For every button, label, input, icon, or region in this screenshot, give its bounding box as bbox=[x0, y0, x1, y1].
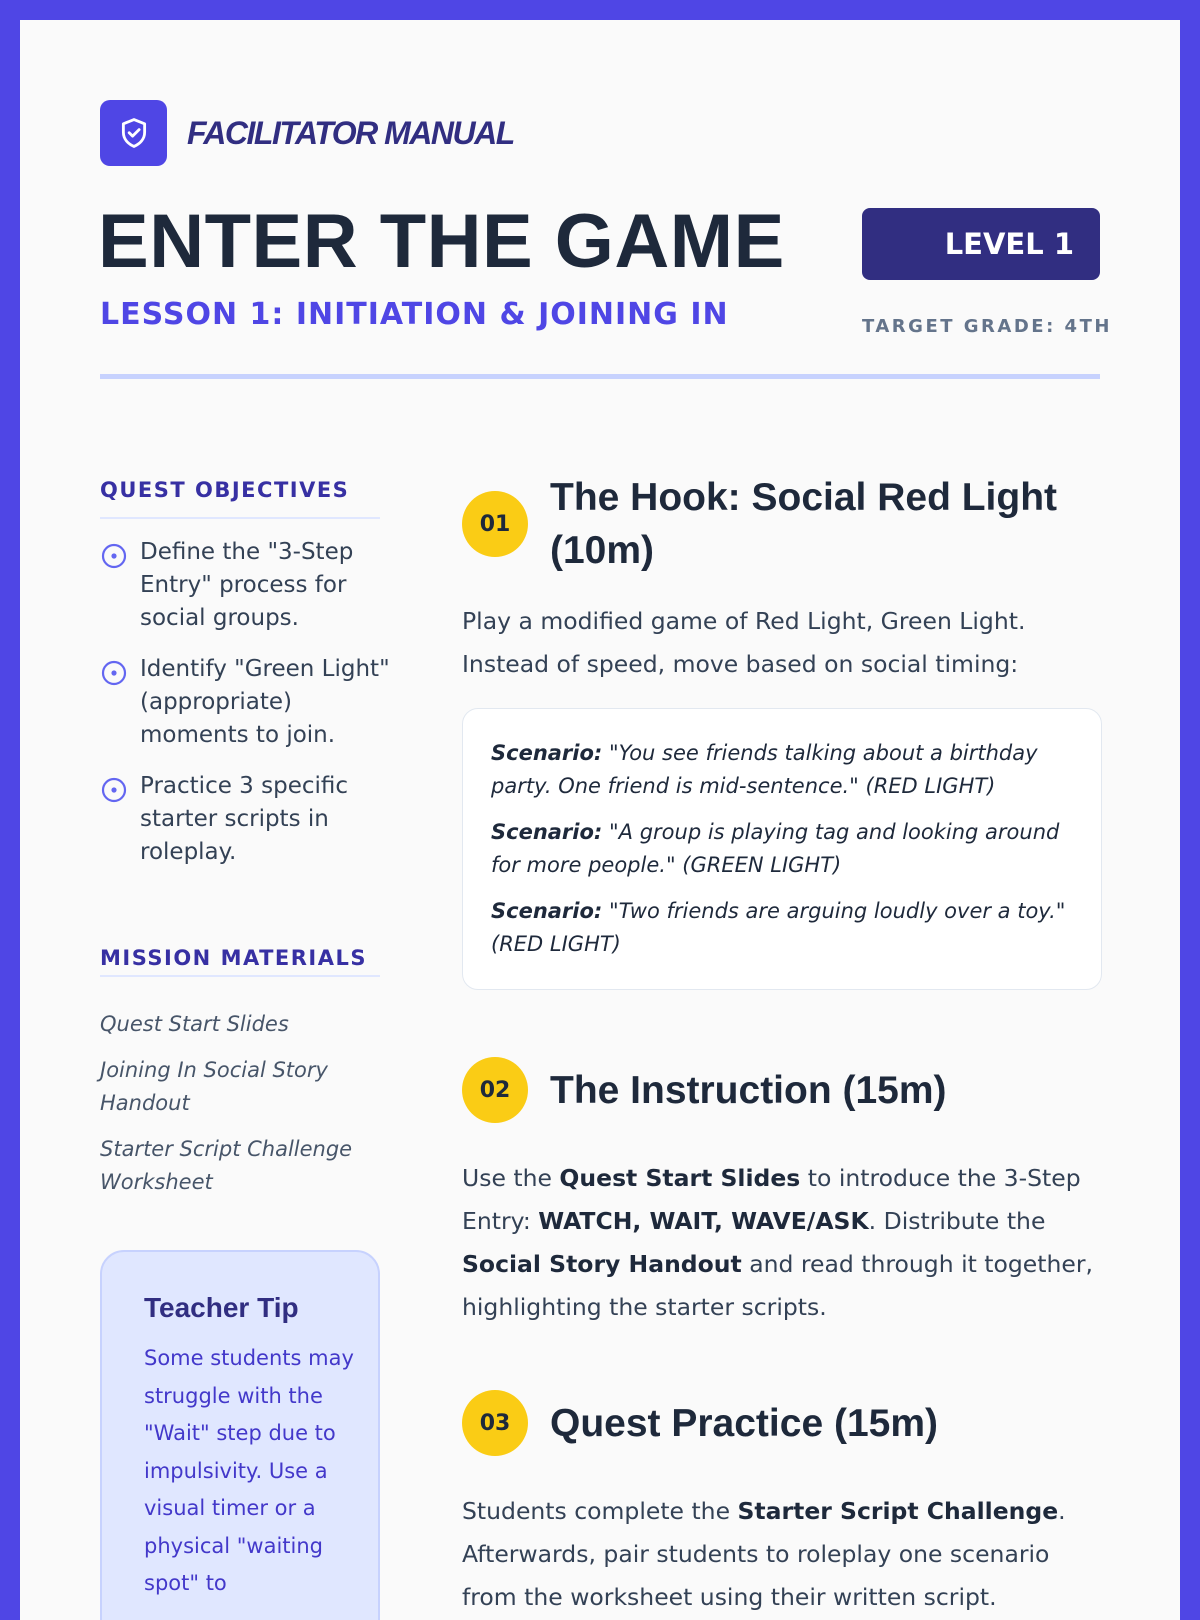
body-emphasis: Social Story Handout bbox=[462, 1250, 742, 1278]
materials-list bbox=[100, 1008, 400, 1212]
manual-label: FACILITATOR MANUAL bbox=[187, 114, 514, 151]
step-number-badge: 02 bbox=[462, 1057, 528, 1123]
brand-row bbox=[100, 100, 514, 166]
shield-check-icon bbox=[100, 100, 167, 166]
list-item bbox=[100, 770, 390, 869]
target-circle-icon bbox=[100, 659, 128, 687]
scenario-card bbox=[462, 708, 1102, 990]
scenario-text: "Two friends are arguing loudly over a toy." (RED LIGHT) bbox=[491, 899, 1066, 956]
body-text: Students complete the bbox=[462, 1497, 738, 1525]
material-item: Quest Start Slides bbox=[100, 1012, 289, 1036]
teacher-tip-card bbox=[100, 1250, 380, 1620]
step-title: Quest Practice (15m) bbox=[550, 1401, 939, 1445]
scenario-label: Scenario: bbox=[491, 820, 603, 844]
body-emphasis: Quest Start Slides bbox=[559, 1164, 801, 1192]
objective-text: Define the "3-Step Entry" process for social groups. bbox=[140, 539, 354, 631]
tip-body: Some students may struggle with the "Wait" step due to impulsivity. Use a visual timer or a physical "waiting spot" to bbox=[144, 1346, 354, 1595]
list-item bbox=[100, 653, 390, 752]
objective-text: Practice 3 specific starter scripts in roleplay. bbox=[140, 773, 349, 865]
materials-divider bbox=[100, 975, 380, 977]
material-item: Starter Script Challenge Worksheet bbox=[100, 1137, 353, 1194]
objectives-heading: QUEST OBJECTIVES bbox=[100, 478, 350, 502]
list-item bbox=[100, 536, 390, 635]
scenario-item bbox=[491, 816, 1073, 882]
header-divider bbox=[100, 374, 1100, 379]
step-title: The Hook: Social Red Light (10m) bbox=[550, 476, 1058, 572]
page-title: ENTER THE GAME bbox=[98, 199, 785, 284]
materials-heading: MISSION MATERIALS bbox=[100, 946, 367, 970]
material-item: Joining In Social Story Handout bbox=[100, 1058, 328, 1115]
target-circle-icon bbox=[100, 542, 128, 570]
body-text: Use the bbox=[462, 1164, 560, 1192]
step-number-badge: 01 bbox=[462, 491, 528, 557]
step-title: The Instruction (15m) bbox=[550, 1068, 947, 1112]
body-text: . Distribute the bbox=[868, 1207, 1046, 1235]
scenario-item bbox=[491, 895, 1073, 961]
step-header bbox=[462, 1057, 947, 1123]
scenario-label: Scenario: bbox=[491, 899, 603, 923]
objectives-list bbox=[100, 536, 390, 887]
tip-title: Teacher Tip bbox=[144, 1292, 299, 1323]
step-body bbox=[462, 1157, 1102, 1329]
lesson-subtitle: LESSON 1: INITIATION & JOINING IN bbox=[100, 297, 729, 332]
objective-text: Identify "Green Light" (appropriate) moments to join. bbox=[140, 656, 390, 748]
target-circle-icon bbox=[100, 776, 128, 804]
body-text: . Afterwards, pair students to roleplay one scenario from the worksheet using their written script. bbox=[462, 1497, 1066, 1611]
body-text: to introduce the 3-Step Entry: bbox=[462, 1164, 1081, 1235]
step-header bbox=[462, 1390, 938, 1456]
step-intro: Play a modified game of Red Light, Green Light. Instead of speed, move based on social timing: bbox=[462, 607, 1026, 678]
manual-page bbox=[20, 20, 1180, 1620]
step-header bbox=[462, 471, 1090, 577]
body-emphasis: Starter Script Challenge bbox=[737, 1497, 1059, 1525]
scenario-text: "A group is playing tag and looking around for more people." (GREEN LIGHT) bbox=[491, 820, 1060, 877]
target-grade-label: TARGET GRADE: 4TH bbox=[862, 316, 1112, 337]
scenario-text: "You see friends talking about a birthday party. One friend is mid-sentence." (RED LIGHT) bbox=[491, 741, 1038, 798]
scenario-label: Scenario: bbox=[491, 741, 603, 765]
level-badge: LEVEL 1 bbox=[862, 208, 1100, 280]
scenario-item bbox=[491, 737, 1073, 803]
step-number-badge: 03 bbox=[462, 1390, 528, 1456]
body-text: and read through it together, highlighting the starter scripts. bbox=[462, 1250, 1093, 1321]
objectives-divider bbox=[100, 517, 380, 519]
body-emphasis: WATCH, WAIT, WAVE/ASK bbox=[538, 1207, 869, 1235]
